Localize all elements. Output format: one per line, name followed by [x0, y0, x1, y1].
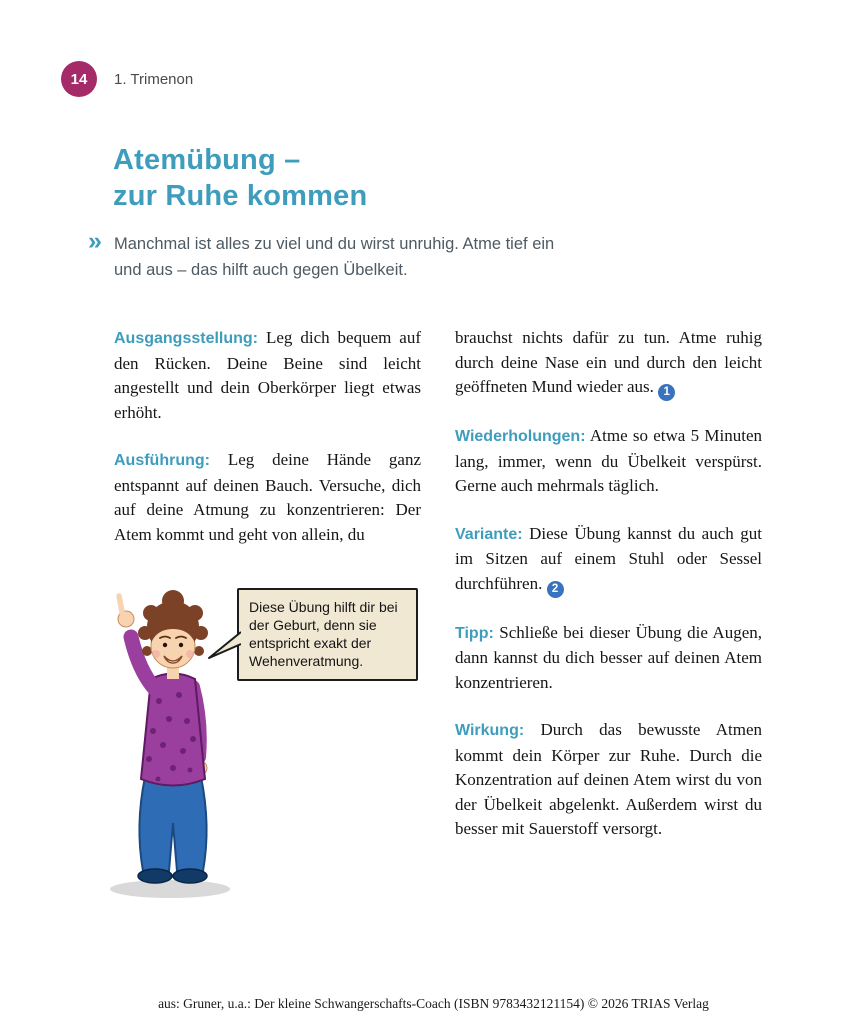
pregnant-woman-illustration	[95, 570, 245, 902]
section-wirkung	[455, 718, 762, 842]
section-label: Wiederholungen:	[455, 428, 586, 445]
section-text: Atme so etwa 5 Minuten lang, immer, wenn du Übelkeit verspürst. Gerne auch mehrmals täglich.	[455, 426, 762, 495]
section-text: Diese Übung kannst du auch gut im Sitzen auf einem Stuhl oder Sessel durchführen.	[455, 523, 763, 593]
page-number: 14	[70, 70, 88, 88]
speech-bubble	[237, 588, 418, 681]
chapter-header: 1. Trimenon	[114, 71, 194, 88]
page-title-line2: zur Ruhe kommen	[113, 180, 368, 212]
body-column-left	[114, 326, 421, 570]
section-variante	[455, 522, 762, 598]
speech-bubble-text: Diese Übung hilft dir bei der Geburt, denn sie entspricht exakt der Wehenveratmung.	[249, 599, 398, 669]
section-text: brauchst nichts dafür zu tun. Atme ruhig durch deine Nase ein und durch den leicht geöffneten Mund wieder aus.	[455, 328, 762, 396]
section-ausgangsstellung	[114, 326, 421, 425]
section-label: Ausgangsstellung:	[114, 330, 259, 347]
body-column-right	[455, 326, 762, 865]
section-ausfuehrung	[114, 448, 421, 547]
source-footer: aus: Gruner, u.a.: Der kleine Schwangerschafts-Coach (ISBN 9783432121154) © 2026 TRIAS Verlag	[158, 996, 709, 1011]
step-1-badge: 1	[658, 384, 675, 401]
section-label: Wirkung:	[455, 722, 525, 739]
page-title-line1: Atemübung –	[113, 144, 301, 176]
section-label: Ausführung:	[114, 452, 210, 469]
section-text: Durch das bewusste Atmen kommt dein Körper zur Ruhe. Durch die Konzentration auf deinen Atem wirst du von der Übelkeit abgelenkt. Außerdem wirst du besser mit Sauerstoff versorgt.	[455, 720, 762, 838]
step-2-badge: 2	[547, 581, 564, 598]
speech-bubble-tail	[205, 630, 241, 664]
section-text: Leg deine Hände ganz entspannt auf deinen Bauch. Versuche, dich auf deine Atmung zu konzentrieren: Der Atem kommt und geht von allein, du	[114, 450, 421, 544]
shoe-right	[173, 869, 207, 883]
ground-shadow	[110, 880, 230, 898]
double-chevron-icon: »	[88, 227, 102, 255]
page-number-badge	[61, 61, 97, 97]
intro-text: Manchmal ist alles zu viel und du wirst unruhig. Atme tief ein und aus – das hilft auch gegen Übelkeit.	[114, 235, 555, 279]
section-text: Leg dich bequem auf den Rücken. Deine Beine sind leicht angestellt und dein Oberkörper liegt etwas erhöht.	[114, 328, 422, 422]
shoe-left	[138, 869, 172, 883]
section-label: Tipp:	[455, 624, 494, 642]
section-wiederholungen	[455, 424, 762, 499]
section-ausfuehrung-continued	[455, 326, 762, 401]
section-label: Variante:	[455, 525, 523, 543]
pants	[139, 777, 206, 871]
section-tipp	[455, 621, 762, 696]
section-text: Schließe bei dieser Übung die Augen, dann kannst du dich besser auf deinen Atem konzentrieren.	[455, 622, 763, 692]
page-title	[113, 142, 367, 214]
